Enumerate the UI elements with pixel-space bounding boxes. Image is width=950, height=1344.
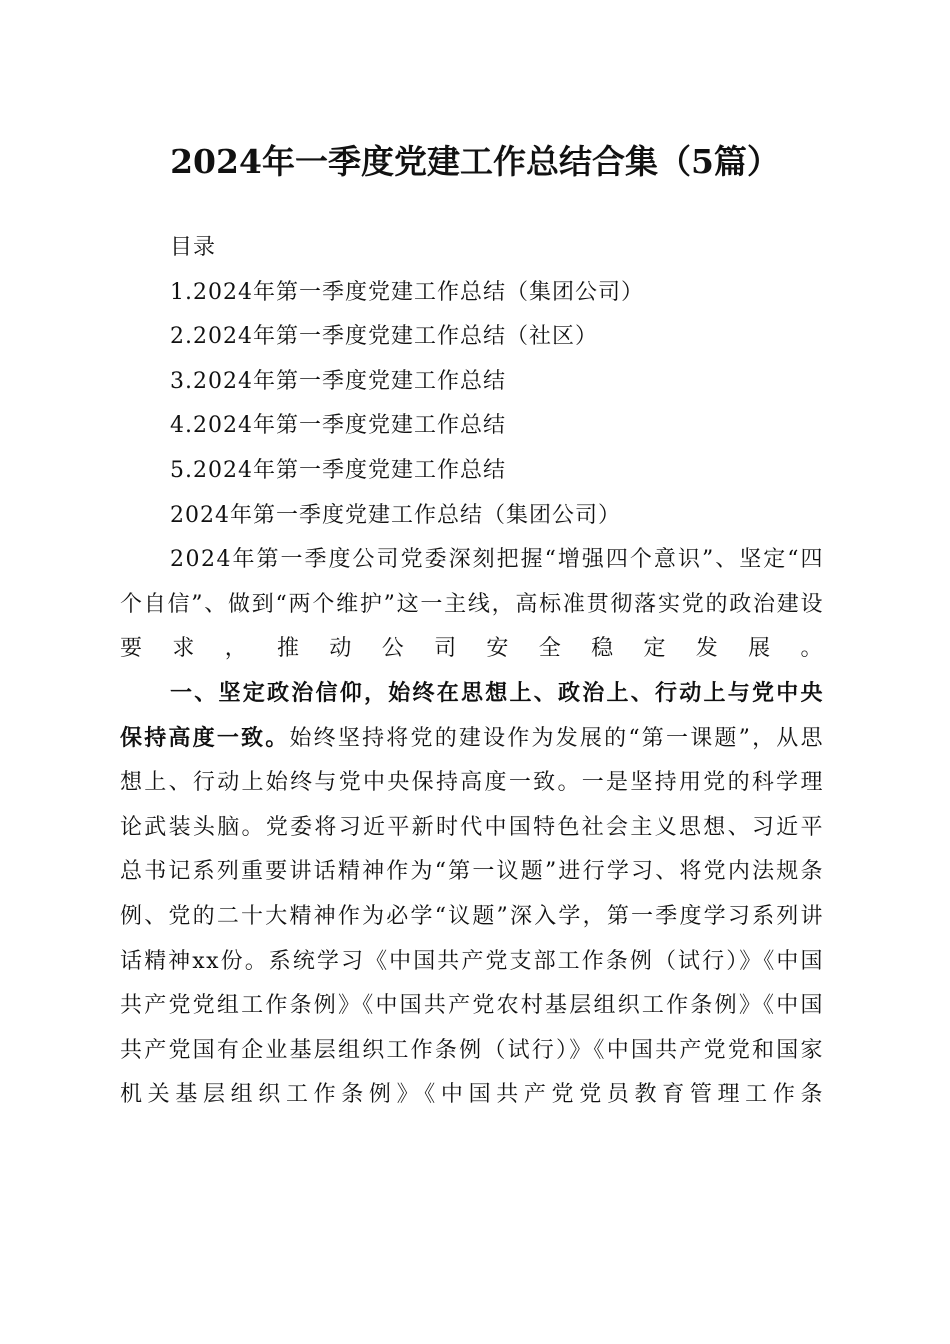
section-1-paragraph — [120, 672, 824, 1118]
intro-paragraph: 2024年第一季度公司党委深刻把握“增强四个意识”、坚定“四个自信”、做到“两个维护”这一主线，高标准贯彻落实党的政治建设要求，推动公司安全稳定发展。 — [120, 547, 824, 662]
document-title: 2024年一季度党建工作总结合集（5篇） — [170, 142, 780, 181]
document-content — [120, 226, 824, 1118]
section-title: 2024年第一季度党建工作总结（集团公司） — [170, 502, 621, 528]
toc-item-3: 3.2024年第一季度党建工作总结 — [170, 368, 506, 394]
toc-heading: 目录 — [170, 235, 217, 260]
section-1-heading: 一、坚定政治信仰，始终在思想上、政治上、行动上与党中央保持高度一致。 — [120, 680, 824, 751]
toc-item-4: 4.2024年第一季度党建工作总结 — [170, 413, 506, 439]
toc-item-2: 2.2024年第一季度党建工作总结（社区） — [170, 324, 598, 350]
section-1-body: 始终坚持将党的建设作为发展的“第一课题”，从思想上、行动上始终与党中央保持高度一致。一是坚持用党的科学理论武装头脑。党委将习近平新时代中国特色社会主义思想、习近平总书记系列重要讲话精神作为“第一议题”进行学习、将党内法规条例、党的二十大精神作为必学“议题”深入学，第一季度学习系列讲话精神xx份。系统学习《中国共产党支部工作条例（试行）》《中国共产党党组工作条例》《中国共产党农村基层组织工作条例》《中国共产党国有企业基层组织工作条例（试行）》《中国共产党党和国家机关基层组织工作条例》《中国共产党党员教育管理工作条 — [120, 725, 824, 1108]
toc-item-1: 1.2024年第一季度党建工作总结（集团公司） — [170, 279, 644, 305]
toc-item-5: 5.2024年第一季度党建工作总结 — [170, 457, 506, 483]
